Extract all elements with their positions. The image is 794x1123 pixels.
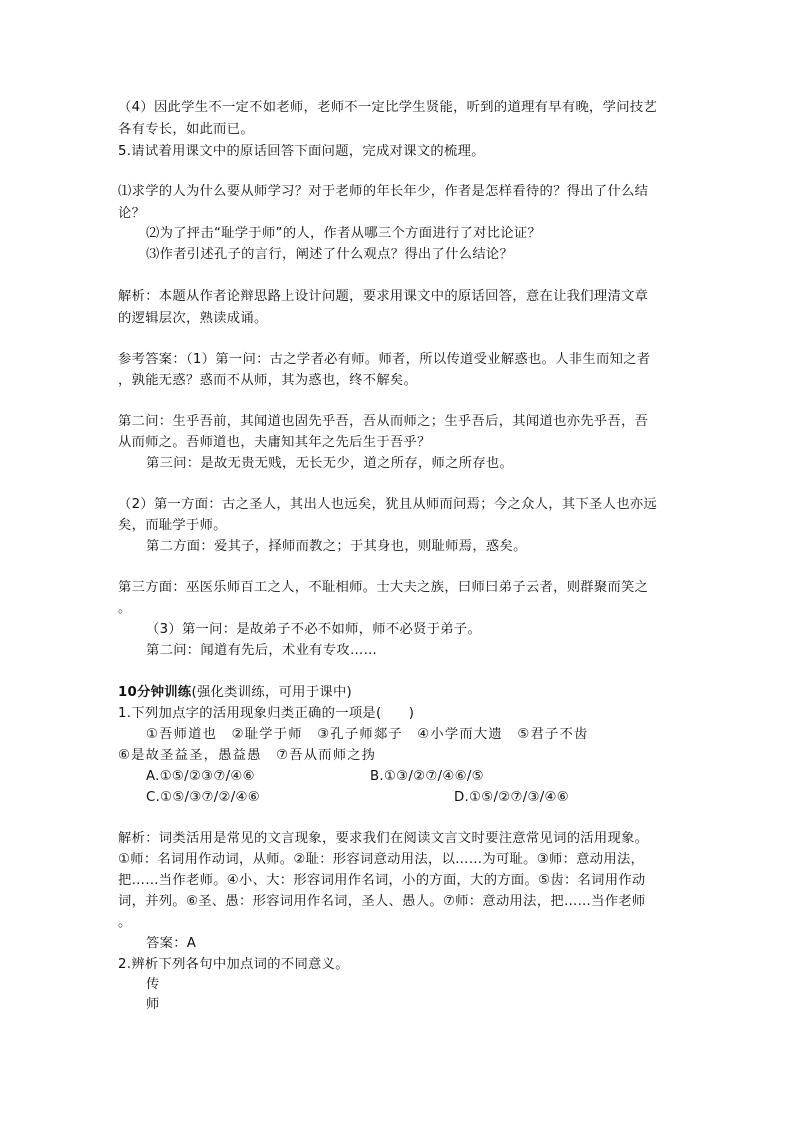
- answer-text: 。: [118, 601, 132, 616]
- question-title: 5.请试着用课文中的原话回答下面问题，完成对课文的梳理。: [118, 144, 485, 159]
- analysis-text: 的逻辑层次，熟读成诵。: [118, 311, 268, 326]
- analysis-text: 。: [118, 915, 132, 930]
- answer-text: 参考答案：（1）第一问：古之学者必有师。师者，所以传道受业解惑也。人非生而知之者: [118, 352, 651, 367]
- answer-text: 第二方面：爱其子，择师而教之；于其身也，则耻师焉，惑矣。: [146, 539, 527, 554]
- option-a: A.①⑤/②③⑦/④⑥: [146, 769, 255, 784]
- text-line: （4）因此学生不一定不如老师，老师不一定比学生贤能，听到的道理有早有晚，学问技艺: [118, 100, 658, 115]
- answer-text: （3）第一问：是故弟子不必不如师，师不必贤于弟子。: [146, 622, 482, 637]
- answer-label: 答案：A: [146, 936, 197, 951]
- question-word: 传: [146, 977, 160, 992]
- answer-text: 第二问：闻道有先后，术业有专攻……: [146, 643, 378, 658]
- sub-question: 论？: [118, 206, 146, 221]
- section-heading-rest: (强化类训练，可用于课中): [191, 685, 353, 700]
- analysis-text: 词，并列。⑥圣、愚：形容词用作名词，圣人、愚人。⑦师：意动用法，把……当作老师: [118, 894, 646, 909]
- option-b: B.①③/②⑦/④⑥/⑤: [370, 769, 484, 784]
- option-c: C.①⑤/③⑦/②/④⑥: [146, 790, 260, 805]
- answer-text: ，孰能无惑？惑而不从师，其为惑也，终不解矣。: [118, 373, 418, 388]
- sub-question: ⑴求学的人为什么要从师学习？对于老师的年长年少，作者是怎样看待的？得出了什么结: [118, 184, 649, 199]
- answer-text: 矣，而耻学于师。: [118, 518, 227, 533]
- section-heading-bold: 10分钟训练: [118, 685, 192, 700]
- question-items: ⑥是故圣益圣，愚益愚 ⑦吾从而师之㧑: [118, 748, 377, 763]
- question-stem: 2.辨析下列各句中加点词的不同意义。: [118, 957, 349, 972]
- answer-text: （2）第一方面：古之圣人，其出人也远矣，犹且从师而问焉；今之众人，其下圣人也亦远: [118, 497, 658, 512]
- analysis-text: 解析：词类活用是常见的文言现象，要求我们在阅读文言文时要注意常见词的活用现象。: [118, 831, 649, 846]
- section-heading: [118, 683, 352, 703]
- question-stem: 1.下列加点字的活用现象归类正确的一项是( ): [118, 706, 415, 721]
- analysis-text: ①师：名词用作动词，从师。②耻：形容词意动用法，以……为可耻。③师：意动用法，: [118, 852, 645, 867]
- answer-text: 从而师之。吾师道也，夫庸知其年之先后生于吾乎？: [118, 435, 431, 450]
- analysis-text: 把……当作老师。④小、大：形容词用作名词，小的方面，大的方面。⑤齿：名词用作动: [118, 873, 646, 888]
- sub-question: ⑶作者引述孔子的言行，阐述了什么观点？得出了什么结论？: [146, 247, 514, 262]
- option-d: D.①⑤/②⑦/③/④⑥: [454, 790, 569, 805]
- question-items: ①吾师道也 ②耻学于师 ③孔子师郯子 ④小学而大遗 ⑤君子不齿: [146, 727, 589, 742]
- answer-text: 第三方面：巫医乐师百工之人，不耻相师。士大夫之族，曰师曰弟子云者，则群聚而笑之: [118, 580, 649, 595]
- analysis-text: 解析：本题从作者论辩思路上设计问题，要求用课文中的原话回答，意在让我们理清文章: [118, 289, 649, 304]
- sub-question: ⑵为了抨击“耻学于师”的人，作者从哪三个方面进行了对比论证？: [146, 226, 542, 241]
- text-line: 各有专长，如此而已。: [118, 122, 254, 137]
- answer-text: 第三问：是故无贵无贱，无长无少，道之所存，师之所存也。: [146, 456, 514, 471]
- answer-text: 第二问：生乎吾前，其闻道也固先乎吾，吾从而师之；生乎吾后，其闻道也亦先乎吾，吾: [118, 414, 649, 429]
- question-word: 师: [146, 997, 160, 1012]
